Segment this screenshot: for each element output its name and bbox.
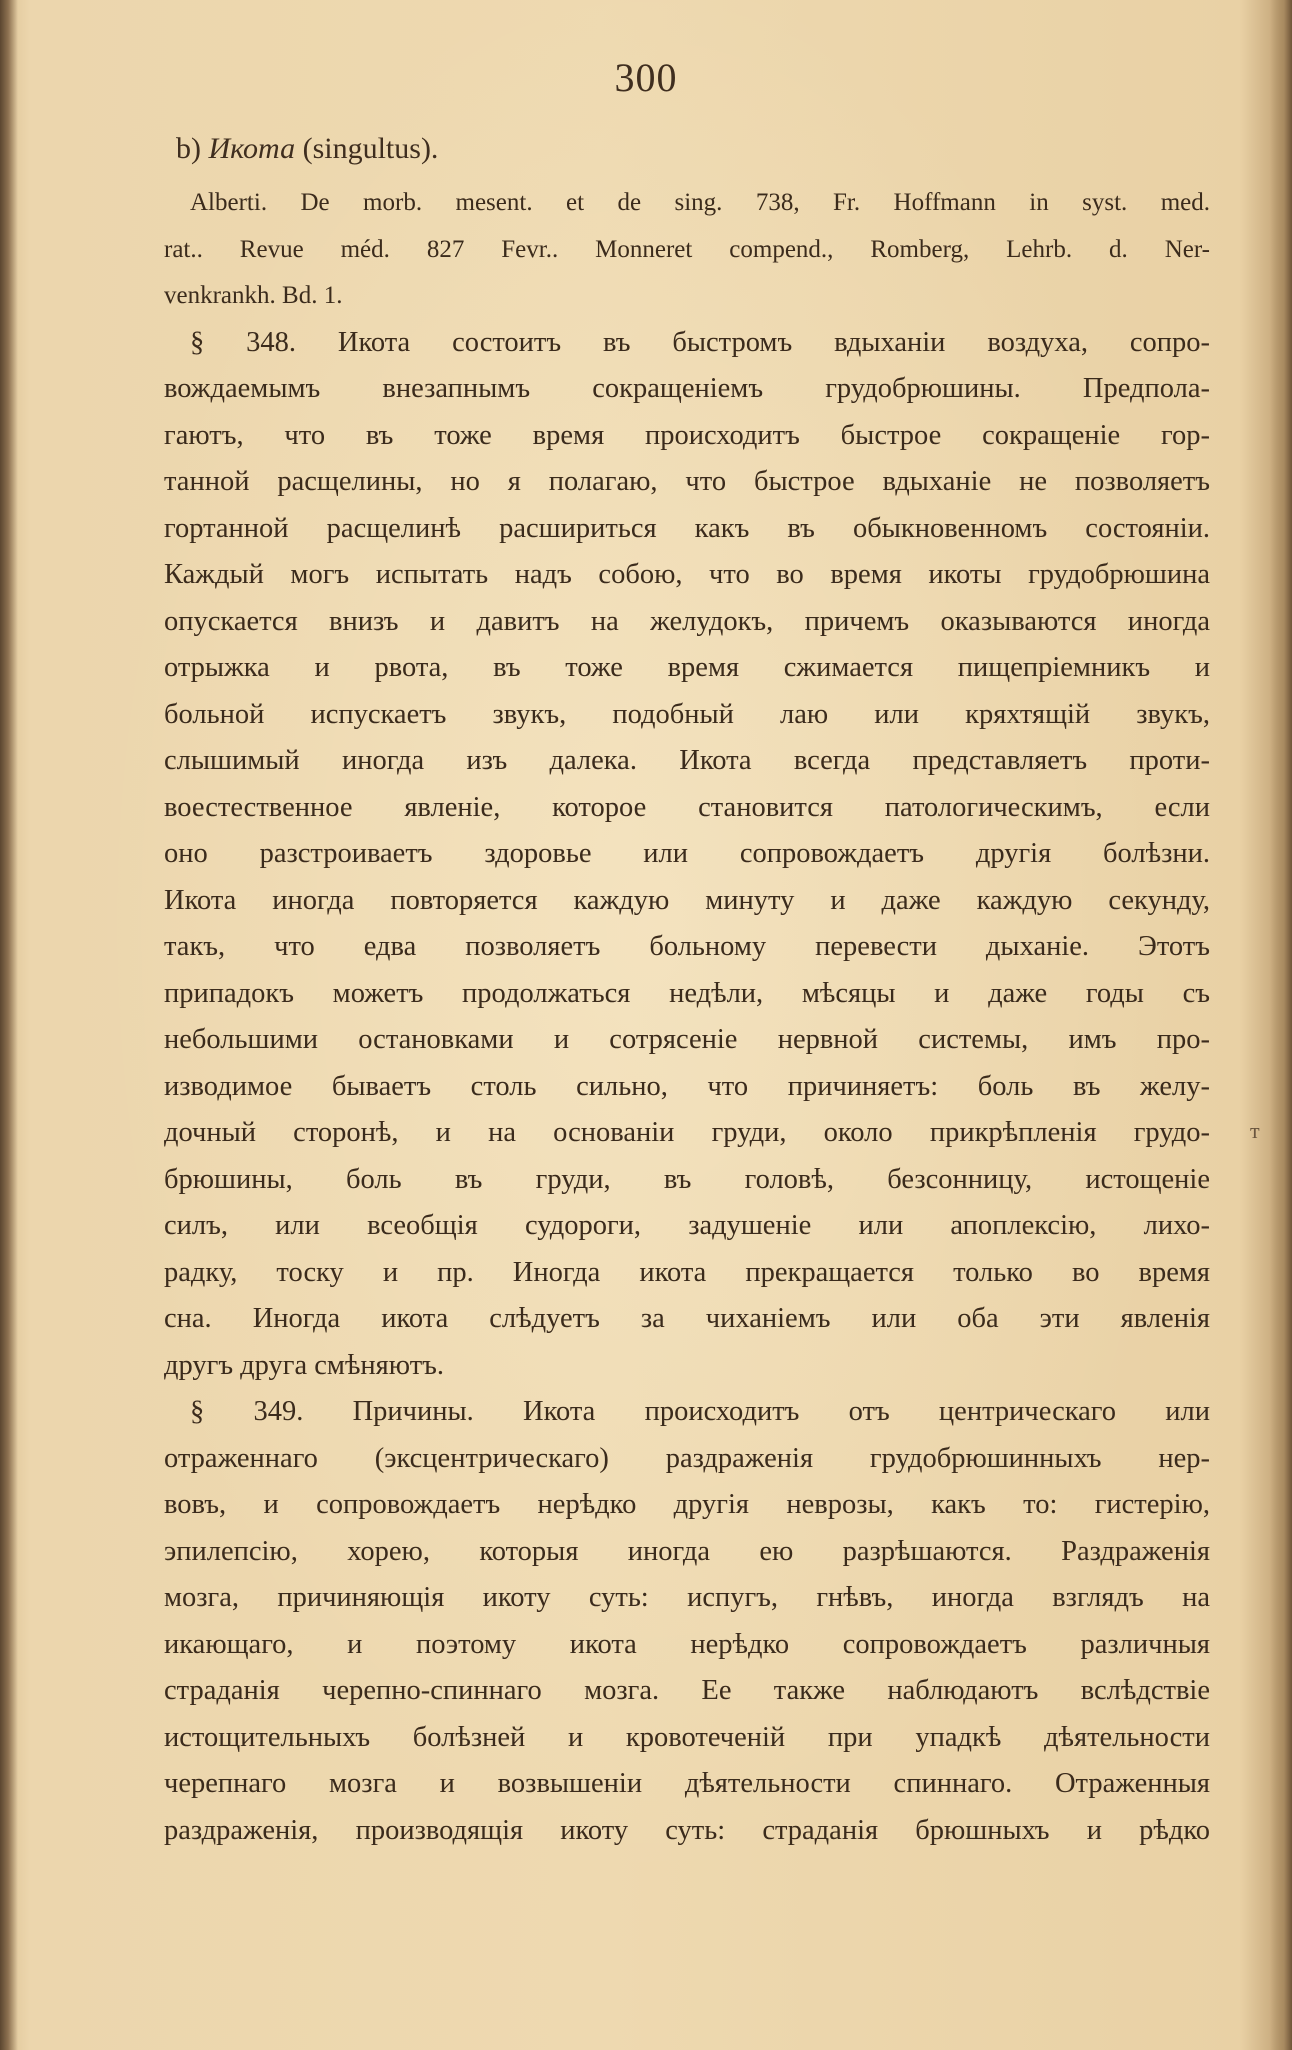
text-line: отраженнаго (эксцентрическаго) раздраженія грудобрюшинныхъ нер- bbox=[164, 1442, 1210, 1474]
text-line: гортанной расщелинѣ расшириться какъ въ обыкновенномъ состояніи. bbox=[164, 512, 1210, 544]
text-line: танной расщелины, но я полагаю, что быстрое вдыханіе не позволяетъ bbox=[164, 466, 1210, 497]
text-line: вождаемымъ внезапнымъ сокращеніемъ грудобрюшины. Предпола- bbox=[164, 373, 1210, 404]
text-line: черепнаго мозга и возвышеніи дѣятельности спиннаго. Отраженныя bbox=[164, 1768, 1210, 1799]
text-line: дочный сторонѣ, и на основаніи груди, около прикрѣпленія грудо- bbox=[164, 1117, 1210, 1148]
text-line: раздраженія, производящія икоту суть: страданія брюшныхъ и рѣдко bbox=[164, 1814, 1210, 1846]
text-line: rat.. Revue méd. 827 Fevr.. Monneret compend., Romberg, Lehrb. d. Ner- bbox=[164, 235, 1210, 263]
body-text bbox=[164, 180, 1210, 1854]
text-line: такъ, что едва позволяетъ больному перевести дыханіе. Этотъ bbox=[164, 931, 1210, 962]
text-line: Alberti. De morb. mesent. et de sing. 738, Fr. Hoffmann in syst. med. bbox=[190, 189, 1210, 216]
text-line: гаютъ, что въ тоже время происходитъ быстрое сокращеніе гор- bbox=[164, 419, 1210, 451]
text-line: больной испускаетъ звукъ, подобный лаю или кряхтящій звукъ, bbox=[164, 698, 1210, 730]
text-line: слышимый иногда изъ далека. Икота всегда представляетъ проти- bbox=[164, 745, 1210, 776]
text-line: истощительныхъ болѣзней и кровотеченій при упадкѣ дѣятельности bbox=[164, 1721, 1210, 1753]
section-latin-title: (singultus). bbox=[302, 132, 439, 165]
text-line: Икота иногда повторяется каждую минуту и даже каждую секунду, bbox=[164, 884, 1210, 916]
section-label: b) bbox=[176, 132, 201, 165]
text-line: эпилепсію, хорею, которыя иногда ею разрѣшаются. Раздраженія bbox=[164, 1535, 1210, 1567]
text-line: брюшины, боль въ груди, въ головѣ, безсонницу, истощеніе bbox=[164, 1163, 1210, 1195]
page-number: 300 bbox=[614, 55, 678, 100]
text-line: отрыжка и рвота, въ тоже время сжимается пищепріемникъ и bbox=[164, 652, 1210, 683]
text-line: Каждый могъ испытать надъ собою, что во время икоты грудобрюшина bbox=[164, 559, 1210, 590]
text-line: другъ друга смѣняютъ. bbox=[164, 1349, 445, 1381]
text-line: изводимое бываетъ столь сильно, что причиняетъ: боль въ желу- bbox=[164, 1070, 1210, 1102]
text-line: мозга, причиняющія икоту суть: испугъ, гнѣвъ, иногда взглядъ на bbox=[164, 1582, 1210, 1613]
text-line: небольшими остановками и сотрясеніе нервной системы, имъ про- bbox=[164, 1024, 1210, 1055]
section-title: Икота bbox=[208, 132, 296, 165]
section-heading bbox=[176, 132, 438, 166]
text-line: оно разстроиваетъ здоровье или сопровождаетъ другія болѣзни. bbox=[164, 838, 1210, 869]
text-line: venkrankh. Bd. 1. bbox=[164, 282, 343, 309]
text-line: опускается внизъ и давитъ на желудокъ, причемъ оказываются иногда bbox=[164, 605, 1210, 637]
text-line: воестественное явленіе, которое становится патологическимъ, если bbox=[164, 791, 1210, 823]
text-line: икающаго, и поэтому икота нерѣдко сопровождаетъ различныя bbox=[164, 1628, 1210, 1660]
text-line: вовъ, и сопровождаетъ нерѣдко другія неврозы, какъ то: гистерію, bbox=[164, 1489, 1210, 1520]
text-line: сна. Иногда икота слѣдуетъ за чиханіемъ или оба эти явленія bbox=[164, 1303, 1210, 1334]
text-line: страданія черепно-спиннаго мозга. Ее также наблюдаютъ вслѣдствіе bbox=[164, 1675, 1210, 1706]
margin-mark: т bbox=[1250, 1118, 1260, 1143]
text-line: § 348. Икота состоитъ въ быстромъ вдыханіи воздуха, сопро- bbox=[190, 326, 1210, 358]
text-line: силъ, или всеобщія судороги, задушеніе или апоплексію, лихо- bbox=[164, 1210, 1210, 1241]
text-line: припадокъ можетъ продолжаться недѣли, мѣсяцы и даже годы съ bbox=[164, 977, 1210, 1009]
text-line: § 349. Причины. Икота происходитъ отъ центрическаго или bbox=[190, 1396, 1210, 1427]
text-line: радку, тоску и пр. Иногда икота прекращается только во время bbox=[164, 1256, 1210, 1288]
